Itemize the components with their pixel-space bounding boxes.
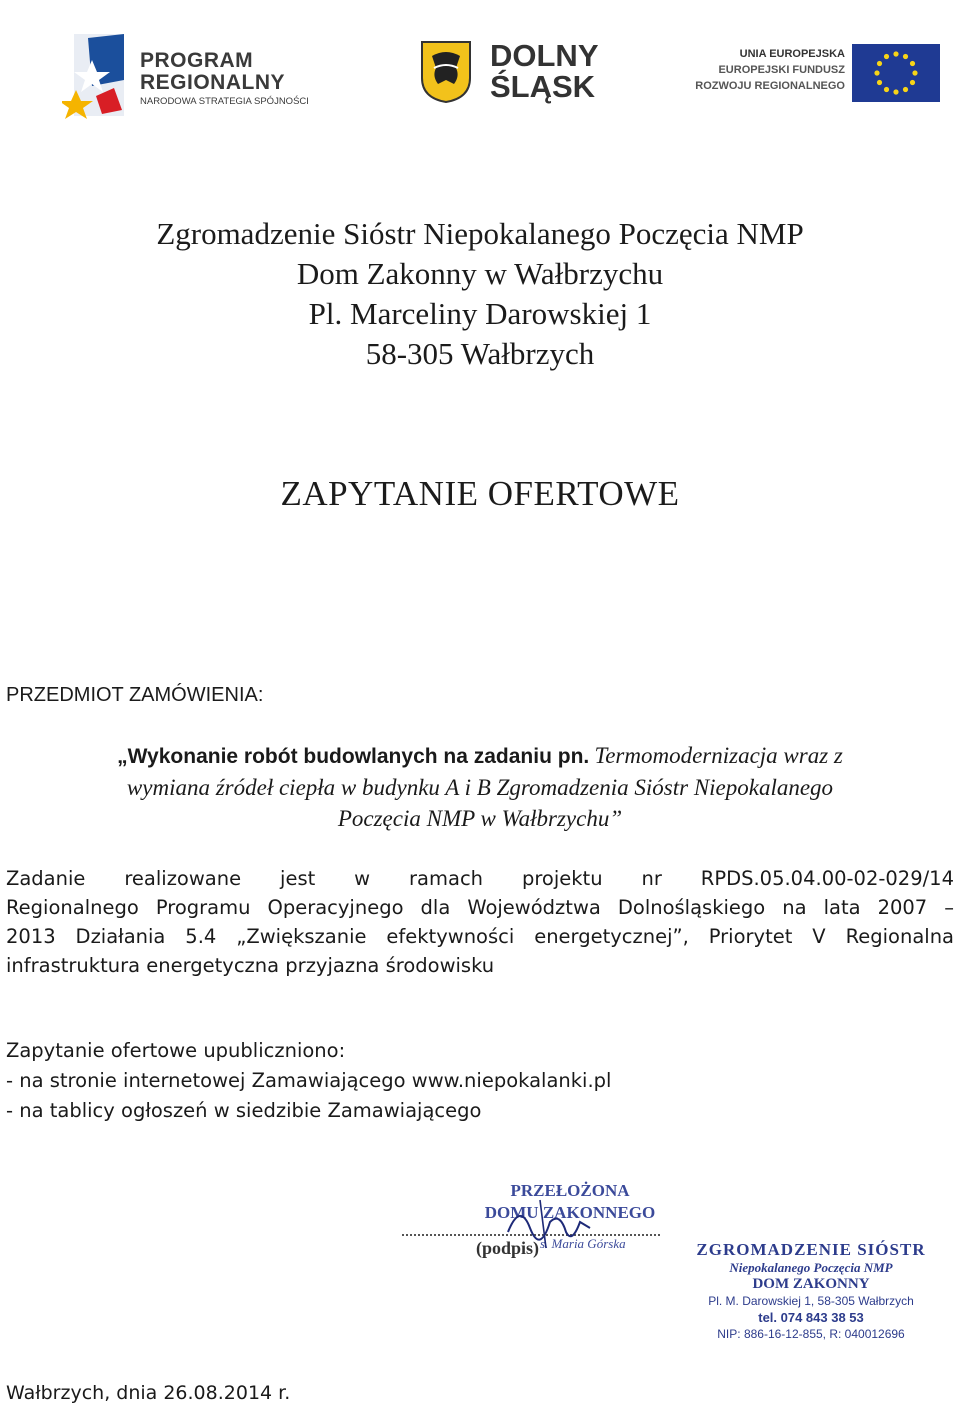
org-stamp-line-2: Niepokalanego Poczęcia NMP [729,1260,893,1275]
organization-stamp [680,1240,942,1342]
silesia-coat-of-arms-icon [420,40,472,104]
slask-label: ŚLĄSK [490,69,596,104]
eu-star-icon [874,70,879,75]
eu-star-icon [903,54,908,59]
address-line-2: Dom Zakonny w Wałbrzychu [296,256,664,291]
stamp-line-1: PRZEŁOŻONA [510,1181,630,1200]
dolny-slask-logo [420,40,620,110]
subject-italic-2: wymiana źródeł ciepła w budynku A i B Zgromadzenia Sióstr Niepokalanego [126,775,834,800]
eu-fund-label: EUROPEJSKI FUNDUSZ [718,64,845,76]
address-line-1: Zgromadzenie Sióstr Niepokalanego Poczęcia NMP [156,216,804,251]
document-title: ZAPYTANIE OFERTOWE [280,474,680,513]
strategy-label: NARODOWA STRATEGIA SPÓJNOŚCI [140,96,309,107]
publication-line-2: - na stronie internetowej Zamawiającego www.niepokalanki.pl [6,1069,612,1092]
eu-regional-label: ROZWOJU REGIONALNEGO [695,80,845,92]
signature-caption: (podpis) [476,1238,540,1258]
eu-star-icon [912,70,917,75]
eu-star-icon [884,87,889,92]
dolny-label: DOLNY [490,38,599,73]
subject-bold: „Wykonanie robót budowlanych na zadaniu pn. [117,745,590,768]
org-stamp-line-4: Pl. M. Darowskiej 1, 58-305 Wałbrzych [708,1294,914,1308]
publication-line-3: - na tablicy ogłoszeń w siedzibie Zamawiającego [6,1099,482,1122]
address-line-3: Pl. Marceliny Darowskiej 1 [308,296,652,331]
eu-logo [680,44,940,104]
project-line-4: infrastruktura energetyczna przyjazna środowisku [6,954,495,977]
address-line-4: 58-305 Wałbrzych [365,336,595,371]
eu-flag-icon [852,44,940,102]
handwritten-signature-icon [500,1192,600,1256]
signature-block [400,1176,670,1272]
footer-date: Wałbrzych, dnia 26.08.2014 r. [6,1382,291,1404]
subject-italic-3: Poczęcia NMP w Wałbrzychu” [337,806,623,831]
project-paragraph [6,864,954,980]
eu-label: UNIA EUROPEJSKA [739,48,845,60]
org-stamp-line-3: DOM ZAKONNY [752,1276,870,1292]
org-stamp-line-1: ZGROMADZENIE SIÓSTR [696,1240,926,1259]
project-line-2: Regionalnego Programu Operacyjnego dla Województwa Dolnośląskiego na lata 2007 – [6,896,954,919]
program-label: PROGRAM [140,49,254,72]
project-line-1: Zadanie realizowane jest w ramach projektu nr RPDS.05.04.00-02-029/14 [6,867,954,890]
stamp-line-2: DOMU ZAKONNEGO [484,1203,656,1222]
eu-star-icon [877,61,882,66]
address-block [0,214,960,374]
publication-block [6,1036,611,1126]
eu-star-icon [910,80,915,85]
project-line-3: 2013 Działania 5.4 „Zwiększanie efektywności energetycznej”, Priorytet V Regionalna [6,925,954,948]
org-stamp-line-6: NIP: 886-16-12-855, R: 040012696 [717,1327,905,1341]
eu-star-icon [884,54,889,59]
subject-text [0,740,960,834]
eu-star-icon [893,51,898,56]
eu-star-icon [903,87,908,92]
subject-label: PRZEDMIOT ZAMÓWIENIA: [6,684,264,706]
program-regionalny-logo [62,30,362,120]
program-regionalny-icon [62,30,132,120]
org-stamp-line-5: tel. 074 843 38 53 [758,1310,864,1325]
eu-star-icon [910,61,915,66]
eu-star-icon [877,80,882,85]
signature-name: s. Maria Górska [540,1236,626,1251]
regionalny-label: REGIONALNY [140,71,286,94]
subject-italic-1: Termomodernizacja wraz z [594,743,843,768]
publication-line-1: Zapytanie ofertowe upubliczniono: [6,1039,346,1062]
eu-star-icon [893,89,898,94]
